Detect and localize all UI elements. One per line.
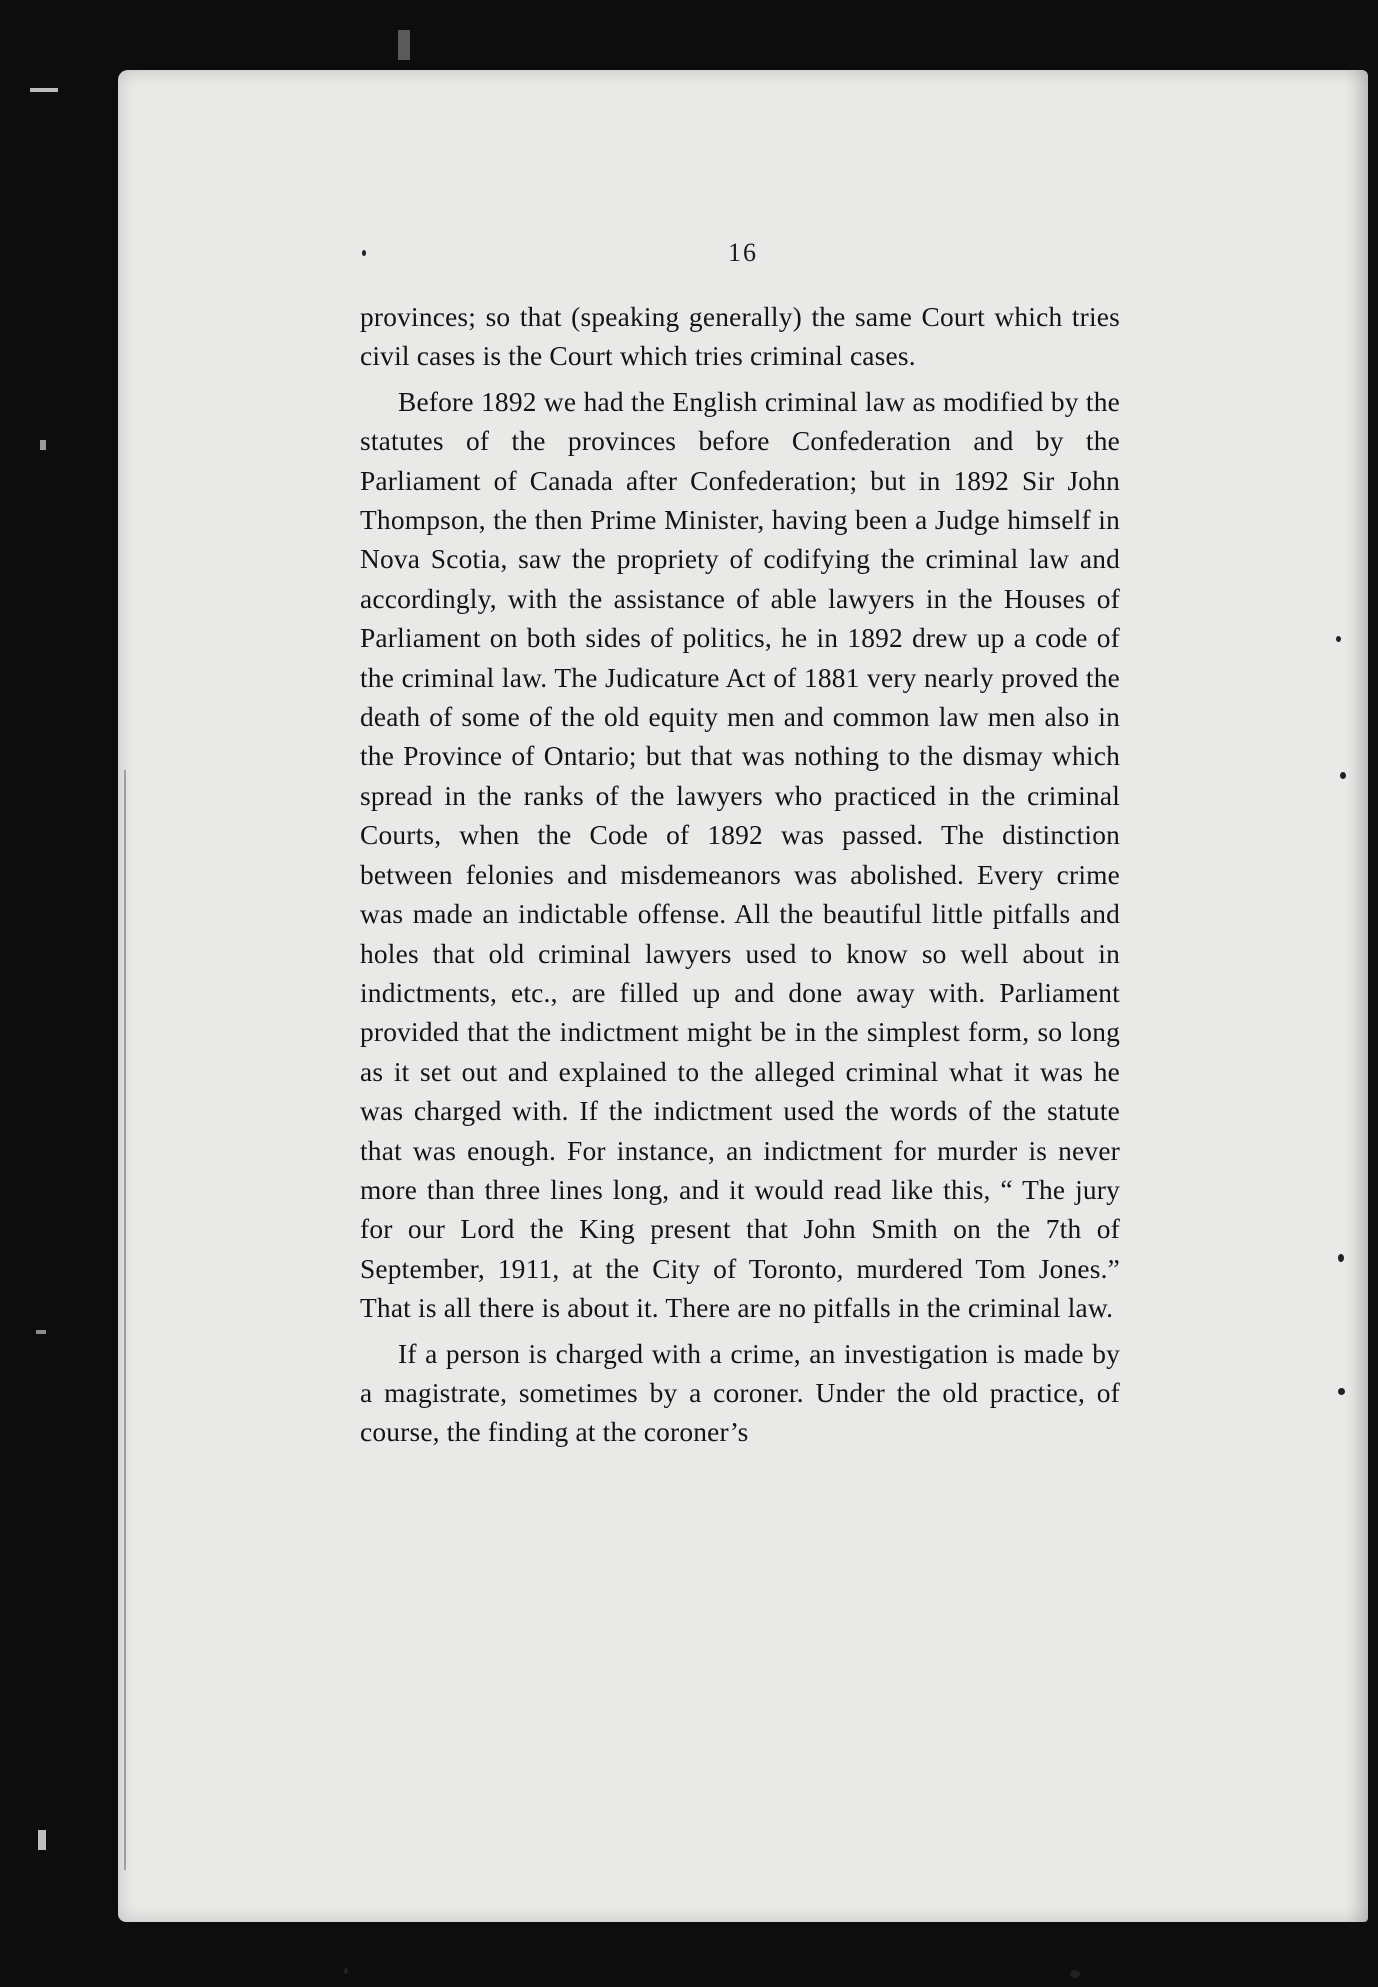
paragraph-investigation: If a person is charged with a crime, an investigation is made by a magistrate, sometimes by a coroner. Under the old practice, of course, the finding at the coroner’s: [360, 1338, 1120, 1448]
scan-edge-mark: [36, 1330, 46, 1334]
stray-mark: [1340, 772, 1346, 779]
scan-edge-mark: [30, 88, 58, 92]
stray-mark: [1338, 1254, 1344, 1262]
scan-edge-mark: [398, 30, 410, 60]
page-gutter-line: [124, 770, 126, 1870]
body-text: [360, 298, 1120, 1459]
page-edge-shadow: [1346, 70, 1368, 1922]
page-number: 16: [728, 238, 758, 267]
book-page: [118, 70, 1368, 1922]
stray-mark: [1336, 636, 1341, 642]
paragraph-continuation: provinces; so that (speaking generally) the same Court which tries civil cases is the Court which tries criminal cases.: [360, 302, 1120, 372]
stray-mark: [362, 250, 366, 256]
stray-mark: [1070, 1970, 1080, 1978]
scan-edge-mark: [40, 440, 46, 450]
stray-mark: [344, 1968, 348, 1974]
paragraph-criminal-code: Before 1892 we had the English criminal law as modified by the statutes of the provinces before Confederation and by the Parliament of Canada after Confederation; but in 1892 Sir John Thompson, the then Prime Minister, having been a Judge himself in Nova Scotia, saw the propriety of codifying the criminal law and accordingly, with the assistance of able lawyers in the Houses of Parliament on both sides of politics, he in 1892 drew up a code of the criminal law. The Judicature Act of 1881 very nearly proved the death of some of the old equity men and common law men also in the Province of Ontario; but that was nothing to the dismay which spread in the ranks of the lawyers who practiced in the criminal Courts, when the Code of 1892 was passed. The distinction between felonies and misdemeanors was abolished. Every crime was made an indictable offense. All the beautiful little pitfalls and holes that old criminal lawyers used to know so well about in indictments, etc., are filled up and done away with. Parliament provided that the indictment might be in the simplest form, so long as it set out and explained to the alleged criminal what it was he was charged with. If the indictment used the words of the statute that was enough. For instance, an indictment for murder is never more than three lines long, and it would read like this, “ The jury for our Lord the King present that John Smith on the 7th of September, 1911, at the City of Toronto, murdered Tom Jones.” That is all there is about it. There are no pitfalls in the criminal law.: [360, 386, 1120, 1324]
scan-edge-mark: [38, 1830, 46, 1850]
stray-mark: [1338, 1388, 1345, 1395]
